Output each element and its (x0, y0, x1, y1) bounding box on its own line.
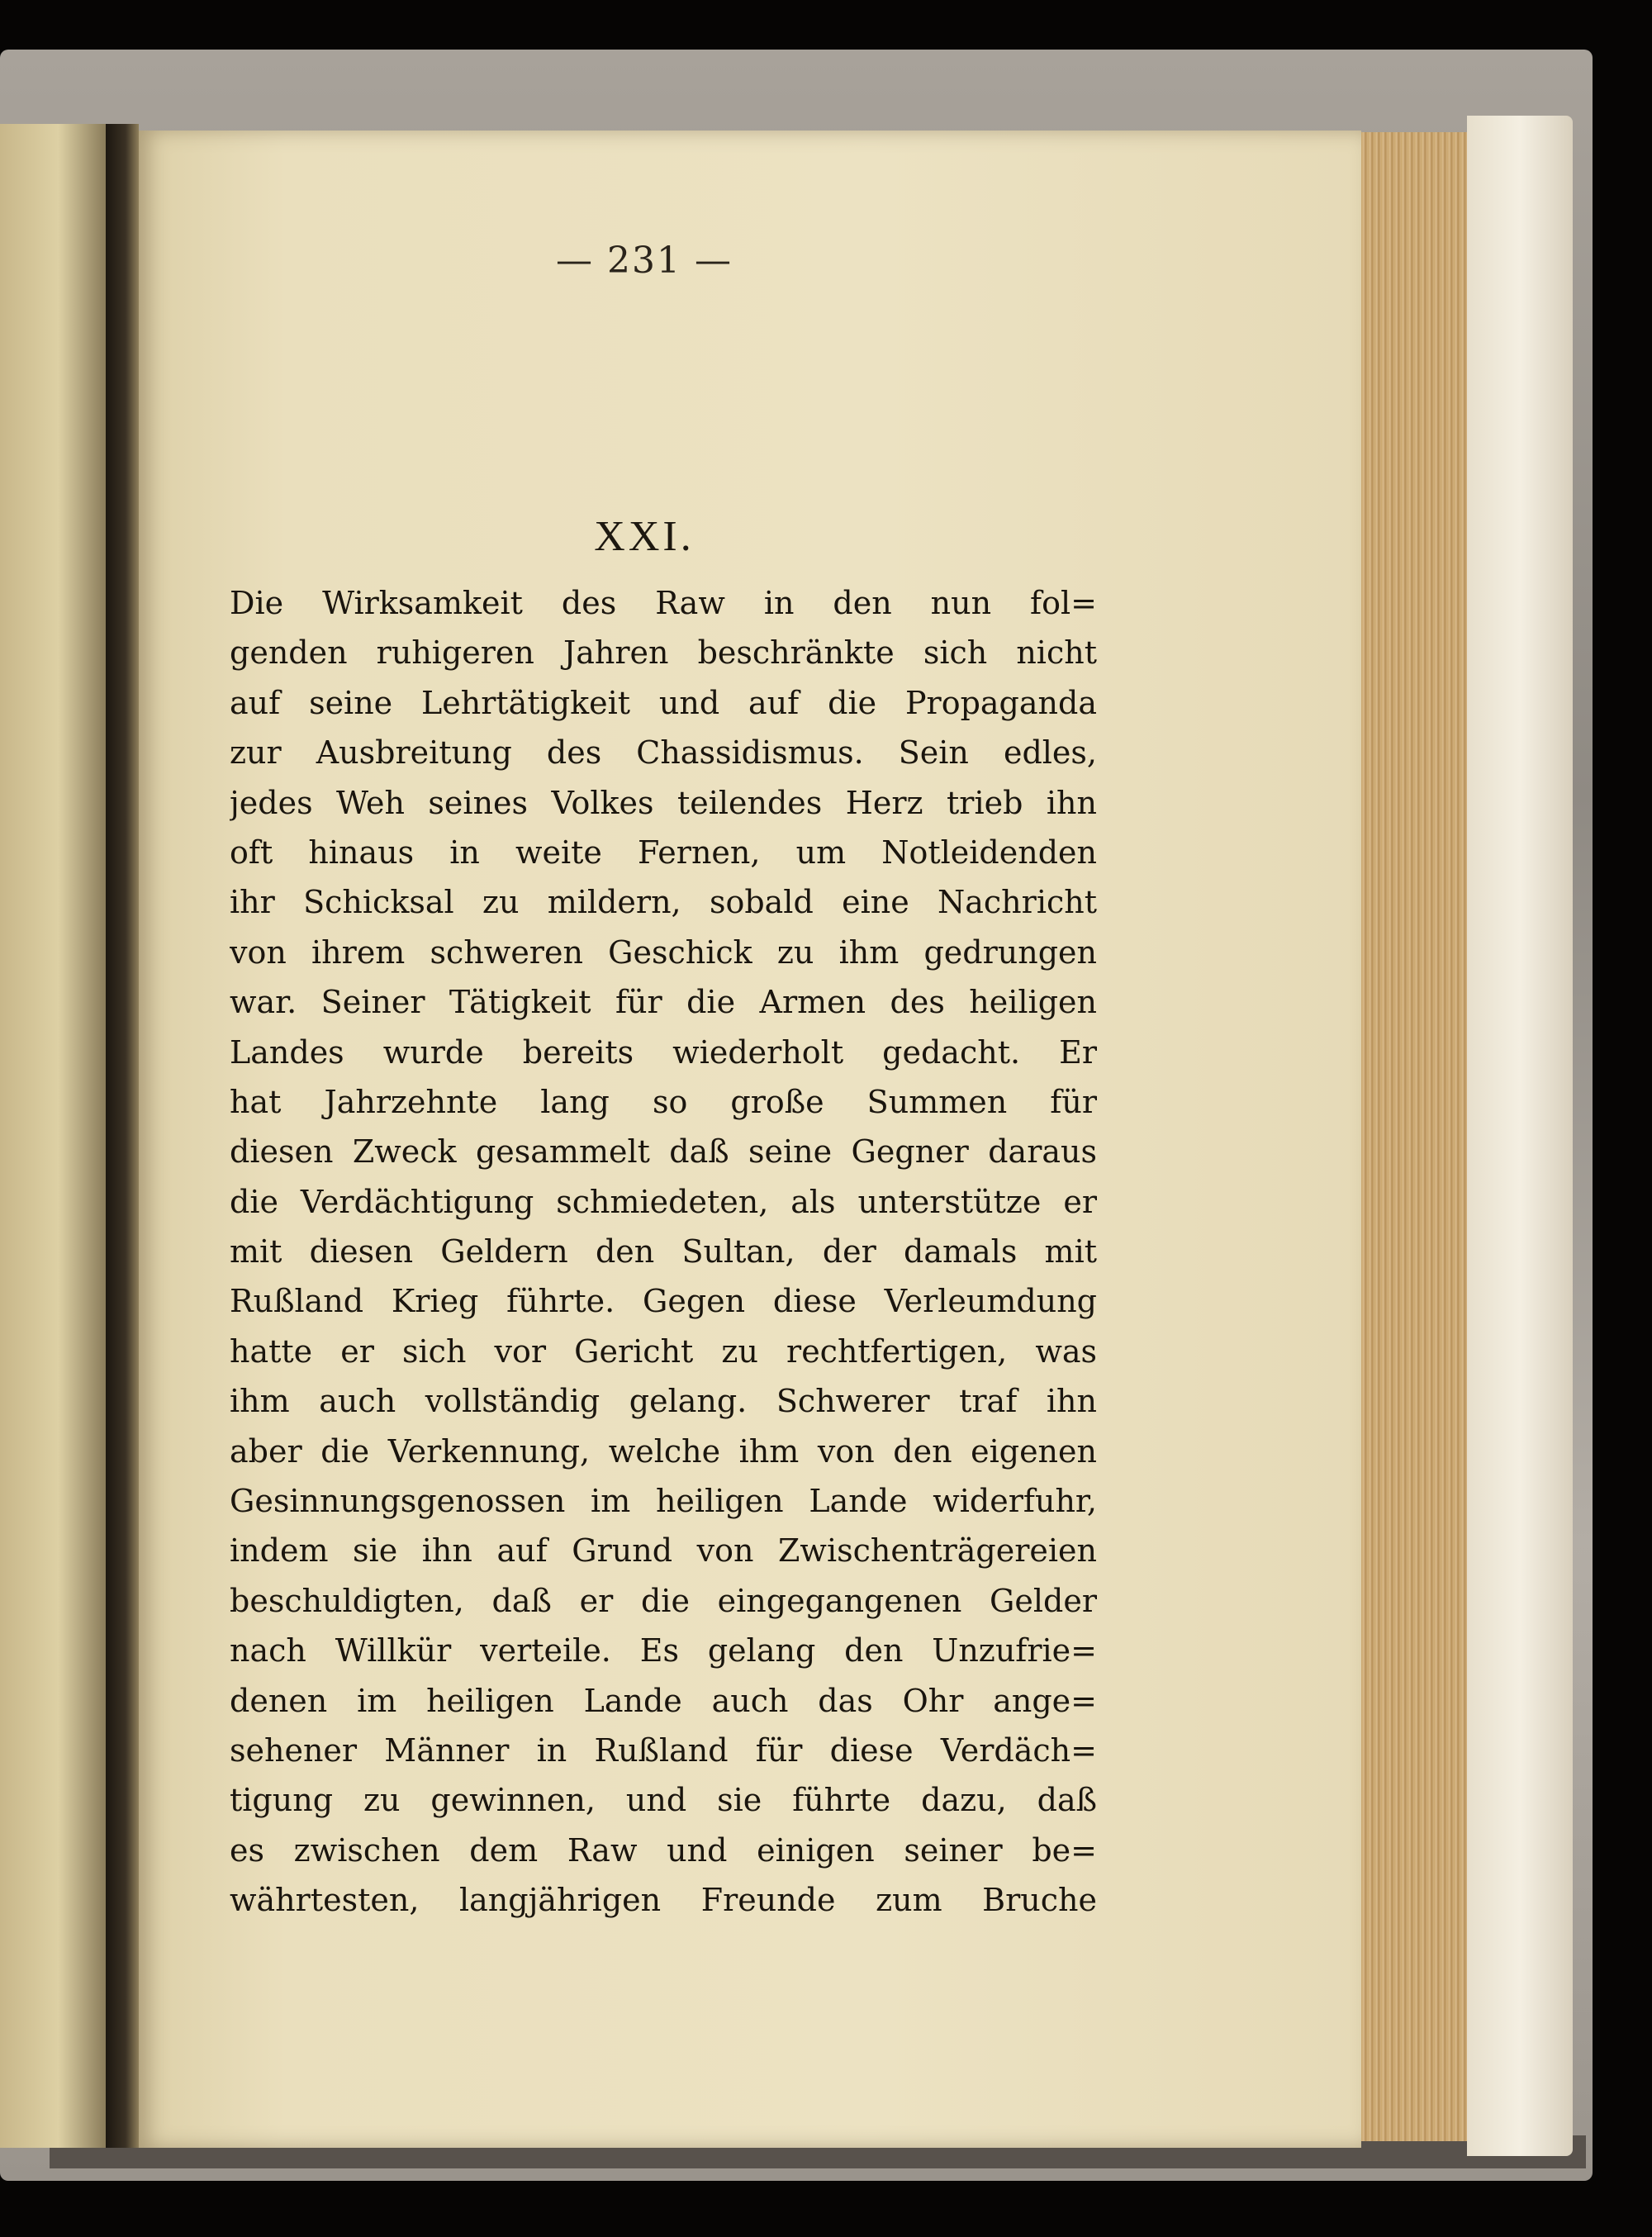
book-gutter (106, 124, 139, 2148)
text-line: diesen Zweck gesammelt daß seine Gegner daraus (230, 1133, 1097, 1171)
text-line: nach Willkür verteile. Es gelang den Unzufrie= (230, 1632, 1097, 1669)
text-line: jedes Weh seines Volkes teilendes Herz trieb ihn (230, 784, 1097, 821)
text-line: Gesinnungsgenossen im heiligen Lande widerfuhr, (230, 1483, 1097, 1520)
text-line: ihr Schicksal zu mildern, sobald eine Nachricht (230, 884, 1097, 921)
text-line: zur Ausbreitung des Chassidismus. Sein edles, (230, 734, 1097, 772)
text-line: sehener Männer in Rußland für diese Verdäch= (230, 1731, 1097, 1769)
text-line: denen im heiligen Lande auch das Ohr ange= (230, 1682, 1097, 1719)
page-edges (1361, 132, 1467, 2141)
text-line: währtesten, langjährigen Freunde zum Bruche (230, 1882, 1097, 1919)
chapter-heading: XXI. (594, 513, 695, 560)
text-line: oft hinaus in weite Fernen, um Notleidenden (230, 834, 1097, 871)
text-line: es zwischen dem Raw und einigen seiner be= (230, 1831, 1097, 1869)
text-line: von ihrem schweren Geschick zu ihm gedrungen (230, 933, 1097, 971)
text-line: hatte er sich vor Gericht zu rechtfertigen, was (230, 1332, 1097, 1370)
text-line: beschuldigten, daß er die eingegangenen Gelder (230, 1582, 1097, 1619)
body-text (230, 578, 1097, 1926)
text-line: hat Jahrzehnte lang so große Summen für (230, 1083, 1097, 1120)
text-line: auf seine Lehrtätigkeit und auf die Propaganda (230, 684, 1097, 721)
text-line: genden ruhigeren Jahren beschränkte sich nicht (230, 634, 1097, 672)
text-line: Rußland Krieg führte. Gegen diese Verleumdung (230, 1283, 1097, 1320)
text-line: indem sie ihn auf Grund von Zwischenträgereien (230, 1532, 1097, 1570)
back-board (1467, 116, 1573, 2156)
text-line: ihm auch vollständig gelang. Schwerer traf ihn (230, 1383, 1097, 1420)
text-line: Die Wirksamkeit des Raw in den nun fol= (230, 585, 1097, 621)
text-line: aber die Verkennung, welche ihm von den eigenen (230, 1432, 1097, 1470)
text-line: tigung zu gewinnen, und sie führte dazu, daß (230, 1782, 1097, 1819)
text-line: mit diesen Geldern den Sultan, der damals mit (230, 1233, 1097, 1270)
text-line: die Verdächtigung schmiedeten, als unterstütze er (230, 1183, 1097, 1220)
page-number: — 231 — (556, 240, 733, 282)
text-line: war. Seiner Tätigkeit für die Armen des heiligen (230, 984, 1097, 1021)
left-facing-page (0, 124, 106, 2148)
text-line: Landes wurde bereits wiederholt gedacht. Er (230, 1033, 1097, 1071)
